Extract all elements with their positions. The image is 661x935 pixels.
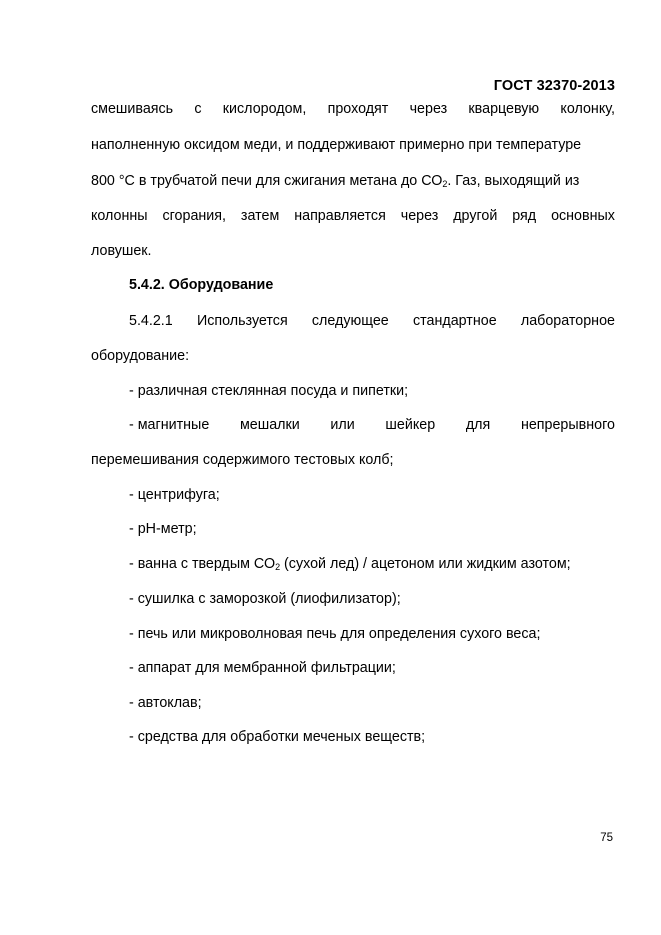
paragraph-line (91, 100, 615, 118)
word: стандартное (412, 313, 497, 329)
list-item: - центрифуга; (129, 487, 220, 503)
text-fragment: . Газ, выходящий из (447, 173, 580, 189)
list-item (129, 416, 615, 434)
section-heading: 5.4.2. Оборудование (129, 277, 274, 293)
word: другой (453, 208, 498, 224)
word: колонны (91, 208, 148, 224)
paragraph-line (91, 207, 615, 225)
word: кислородом, (222, 101, 307, 117)
list-item: - сушилка с заморозкой (лиофилизатор); (129, 591, 401, 607)
text-fragment: - ванна с твердым СО (129, 556, 276, 572)
word: кварцевую (468, 101, 540, 117)
word: ряд (512, 208, 537, 224)
word: следующее (311, 313, 389, 329)
word: через (400, 208, 439, 224)
word: для (465, 417, 491, 433)
text-fragment: 800 °С в трубчатой печи для сжигания метана до СО (91, 173, 443, 189)
document-code-header: ГОСТ 32370-2013 (493, 78, 615, 94)
word: затем (240, 208, 280, 224)
paragraph-line (129, 312, 615, 330)
word: непрерывного (520, 417, 615, 433)
page-number: 75 (600, 832, 613, 844)
word: с (194, 101, 202, 117)
paragraph-line: наполненную оксидом меди, и поддерживают примерно при температуре (91, 137, 582, 153)
word: направляется (294, 208, 386, 224)
word: колонку, (560, 101, 615, 117)
word: смешиваясь (91, 101, 174, 117)
word: Используется (196, 313, 288, 329)
word: шейкер (385, 417, 436, 433)
word: проходят (327, 101, 389, 117)
word: или (330, 417, 355, 433)
list-item: - автоклав; (129, 695, 202, 711)
list-item-continuation: перемешивания содержимого тестовых колб; (91, 452, 394, 468)
list-item (129, 555, 615, 573)
list-item: - печь или микроволновая печь для определения сухого веса; (129, 626, 541, 642)
paragraph-line: ловушек. (91, 243, 152, 259)
word: мешалки (239, 417, 300, 433)
subscript: 2 (275, 562, 281, 572)
paragraph-line: оборудование: (91, 348, 190, 364)
word: 5.4.2.1 (129, 313, 173, 329)
paragraph-line (91, 172, 615, 190)
list-item: - рН-метр; (129, 521, 197, 537)
subscript: 2 (442, 179, 448, 189)
word: через (409, 101, 448, 117)
word: основных (551, 208, 615, 224)
text-fragment: (сухой лед) / ацетоном или жидким азотом; (280, 556, 571, 572)
word: сгорания, (162, 208, 226, 224)
list-item: - различная стеклянная посуда и пипетки; (129, 383, 409, 399)
list-item: - средства для обработки меченых веществ; (129, 729, 426, 745)
list-item: - аппарат для мембранной фильтрации; (129, 660, 396, 676)
word: лабораторное (520, 313, 615, 329)
word: - магнитные (129, 417, 210, 433)
